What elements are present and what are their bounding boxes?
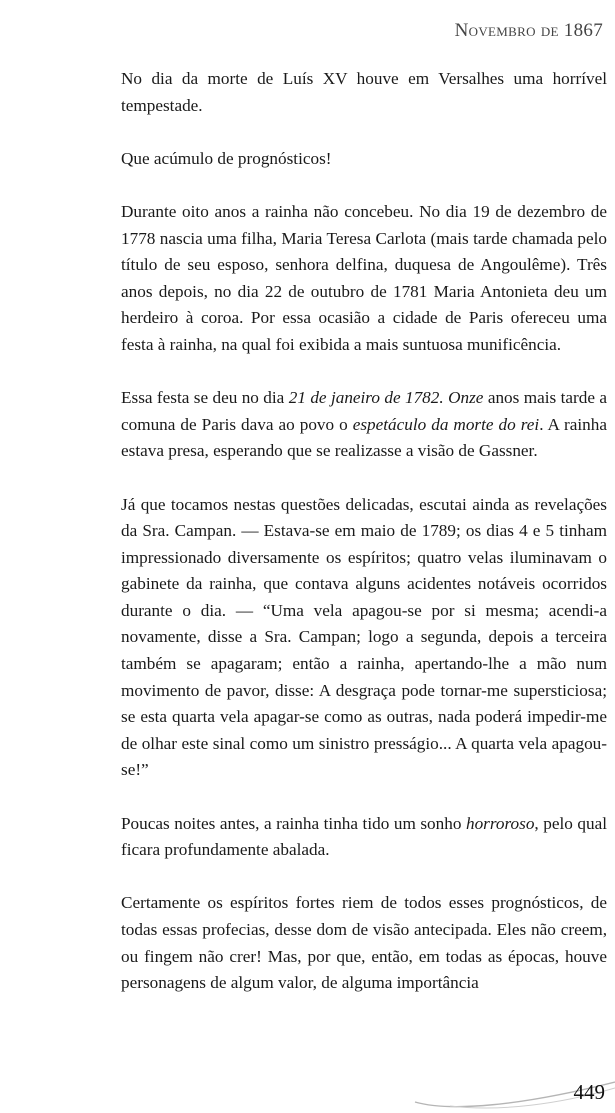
text-segment: Que acúmulo de prognósticos! bbox=[121, 148, 332, 168]
paragraph bbox=[121, 385, 607, 465]
paragraph bbox=[121, 66, 607, 119]
text-segment: anos mais tarde a comuna de Paris dava ao povo o bbox=[121, 388, 607, 434]
text-segment: Já que tocamos nestas questões delicadas, escutai ainda as revelações da Sra. Campan. — Estava-se em maio de 1789; os dias 4 e 5 tinham impressionado diversamente os espíritos; quatro velas iluminavam o gabinete da rainha, que contava alguns acidentes notáveis ocorridos durante o dia. — “Uma vela apagou-se por si mesma; acendi-a novamente, disse a Sra. Campan; logo a segunda, depois a terceira também se apagaram; então a rainha, apertando-lhe a mão num movimento de pavor, disse: A desgraça pode tornar-me supersticiosa; se esta quarta vela apagar-se como as outras, nada poderá impedir-me de olhar este sinal como um sinistro presságio... A quarta vela apagou-se!” bbox=[121, 494, 607, 780]
text-segment: Essa festa se deu no dia bbox=[121, 388, 289, 408]
paragraph bbox=[121, 492, 607, 785]
text-segment: , pelo qual ficara profundamente abalada. bbox=[121, 813, 607, 860]
paragraph bbox=[121, 199, 607, 359]
italic-text: horroroso bbox=[465, 813, 535, 833]
page-number: 449 bbox=[573, 1080, 605, 1104]
running-header: Novembro de 1867 bbox=[454, 20, 603, 41]
italic-text: espetáculo da morte do rei bbox=[352, 414, 540, 434]
text-segment: Certamente os espíritos fortes riem de todos esses prognósticos, de todas essas profecias, desse dom de visão antecipada. Eles não creem, ou fingem não crer! Mas, por que, então, em todas as épocas, houve personagens de algum valor, de alguma importância bbox=[121, 893, 607, 993]
paragraph bbox=[121, 890, 607, 996]
text-segment: No dia da morte de Luís XV houve em Versalhes uma horrível tempestade. bbox=[121, 69, 607, 115]
italic-text: 21 de janeiro de 1782. Onze bbox=[288, 388, 484, 408]
page-body bbox=[121, 66, 607, 1023]
text-segment: Poucas noites antes, a rainha tinha tido um sonho bbox=[121, 813, 466, 833]
text-segment: Durante oito anos a rainha não concebeu. No dia 19 de dezembro de 1778 nascia uma filha, Maria Teresa Carlota (mais tarde chamada pelo título de seu esposo, senhora delfina, duquesa de Angoulême). Três anos depois, no dia 22 de outubro de 1781 Maria Antonieta deu um herdeiro à coroa. Por essa ocasião a cidade de Paris ofereceu uma festa à rainha, na qual foi exibida a mais suntuosa munificência. bbox=[121, 201, 607, 354]
text-segment: . A rainha estava presa, esperando que se realizasse a visão de Gassner. bbox=[121, 414, 607, 461]
paragraph bbox=[121, 146, 607, 173]
paragraph bbox=[121, 811, 607, 864]
